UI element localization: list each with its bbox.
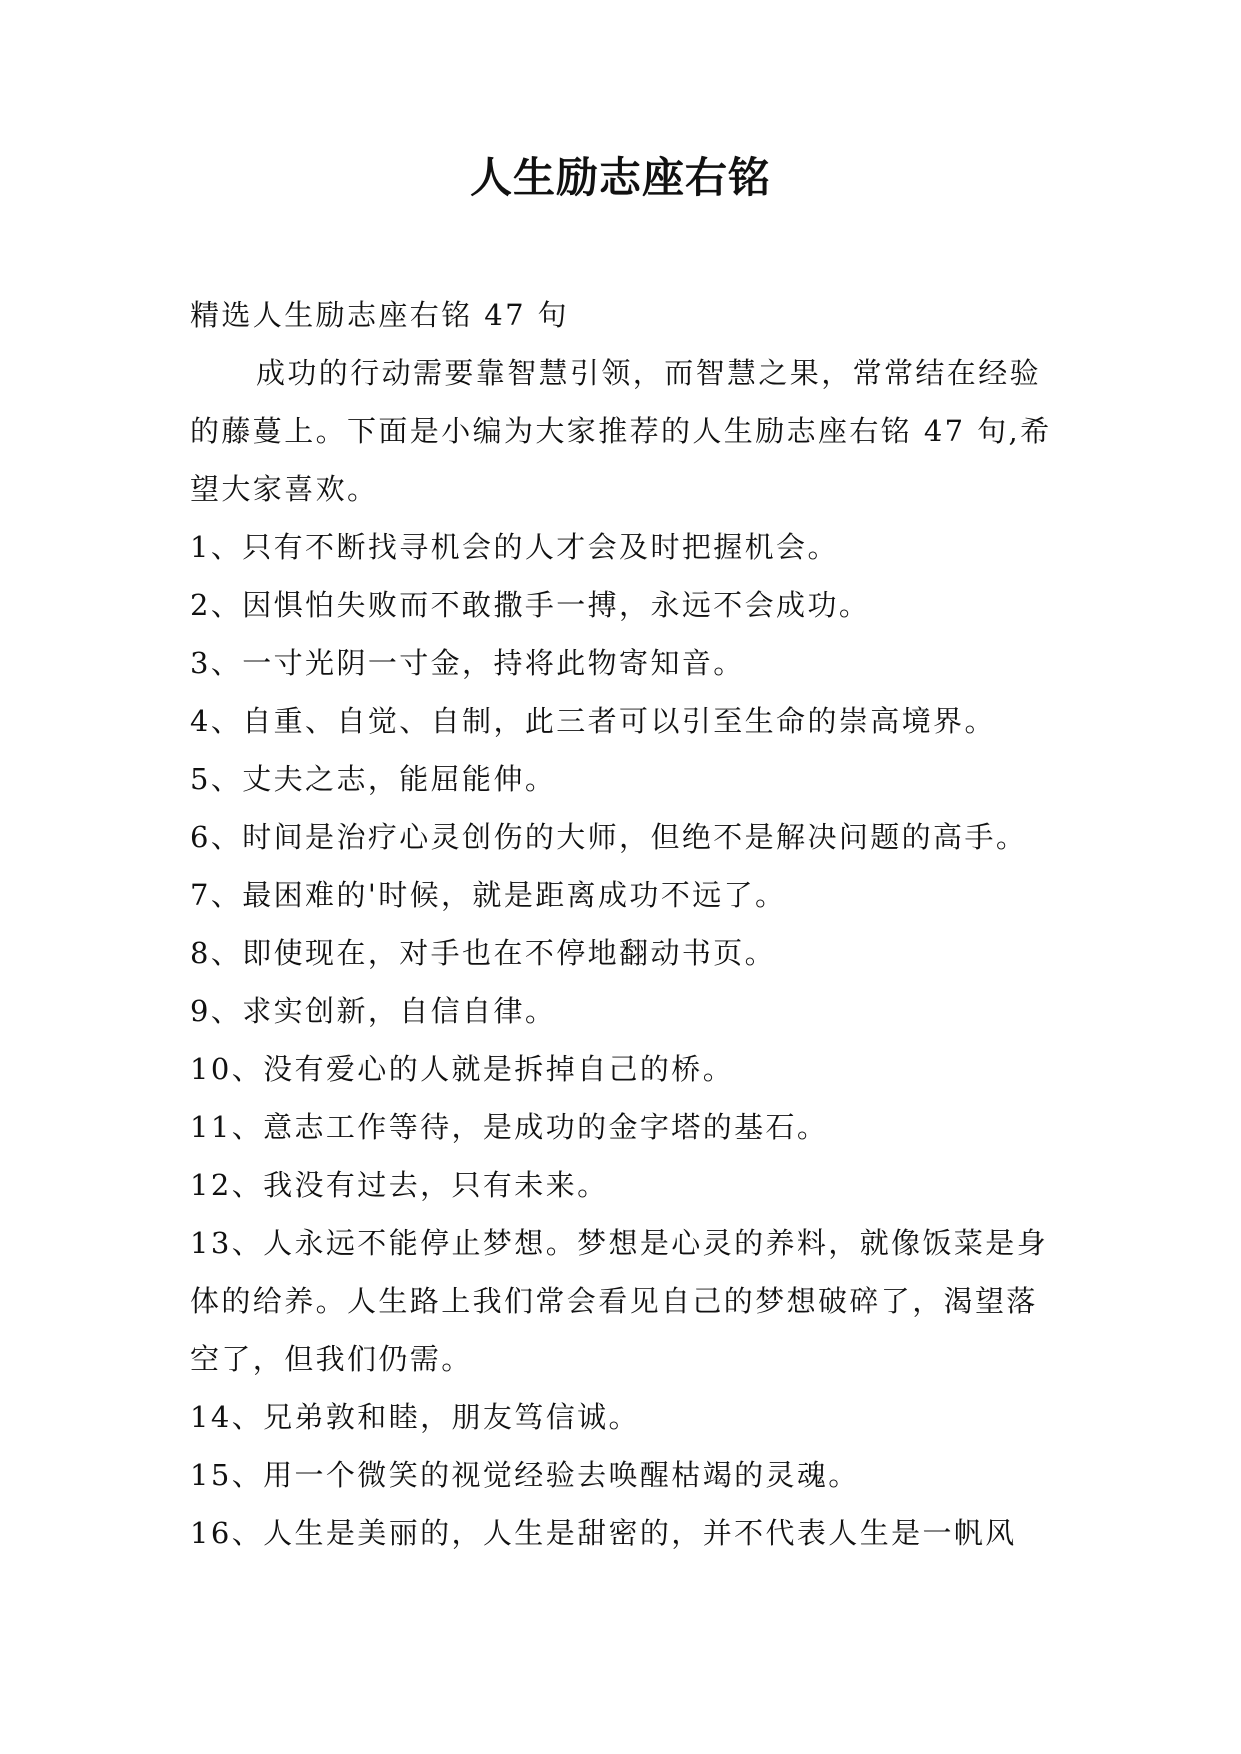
document-body bbox=[190, 286, 1052, 1562]
document-subtitle: 精选人生励志座右铭 47 句 bbox=[190, 298, 569, 332]
intro-paragraph: 成功的行动需要靠智慧引领，而智慧之果，常常结在经验的藤蔓上。下面是小编为大家推荐的人生励志座右铭 47 句,希望大家喜欢。 bbox=[190, 356, 1052, 506]
list-item: 6、时间是治疗心灵创伤的大师，但绝不是解决问题的高手。 bbox=[190, 820, 1028, 854]
list-item: 12、我没有过去，只有未来。 bbox=[190, 1168, 609, 1202]
list-item: 2、因惧怕失败而不敢撒手一搏，永远不会成功。 bbox=[190, 588, 871, 622]
list-item: 3、一寸光阴一寸金，持将此物寄知音。 bbox=[190, 646, 745, 680]
list-item: 4、自重、自觉、自制，此三者可以引至生命的崇高境界。 bbox=[190, 704, 996, 738]
list-item: 14、兄弟敦和睦，朋友笃信诚。 bbox=[190, 1400, 640, 1434]
list-item: 8、即使现在，对手也在不停地翻动书页。 bbox=[190, 936, 777, 970]
list-item: 7、最困难的'时候，就是距离成功不远了。 bbox=[190, 878, 787, 912]
document-title: 人生励志座右铭 bbox=[469, 153, 771, 202]
list-item: 10、没有爱心的人就是拆掉自己的桥。 bbox=[190, 1052, 735, 1086]
list-item: 16、人生是美丽的，人生是甜密的，并不代表人生是一帆风 bbox=[190, 1516, 1017, 1550]
list-item: 11、意志工作等待，是成功的金字塔的基石。 bbox=[190, 1110, 829, 1144]
list-item: 5、丈夫之志，能屈能伸。 bbox=[190, 762, 557, 796]
list-item: 15、用一个微笑的视觉经验去唤醒枯竭的灵魂。 bbox=[190, 1458, 860, 1492]
list-item: 1、只有不断找寻机会的人才会及时把握机会。 bbox=[190, 530, 839, 564]
list-item: 9、求实创新，自信自律。 bbox=[190, 994, 557, 1028]
list-item: 13、人永远不能停止梦想。梦想是心灵的养料，就像饭菜是身体的给养。人生路上我们常会看见自己的梦想破碎了，渴望落空了，但我们仍需。 bbox=[190, 1226, 1049, 1376]
